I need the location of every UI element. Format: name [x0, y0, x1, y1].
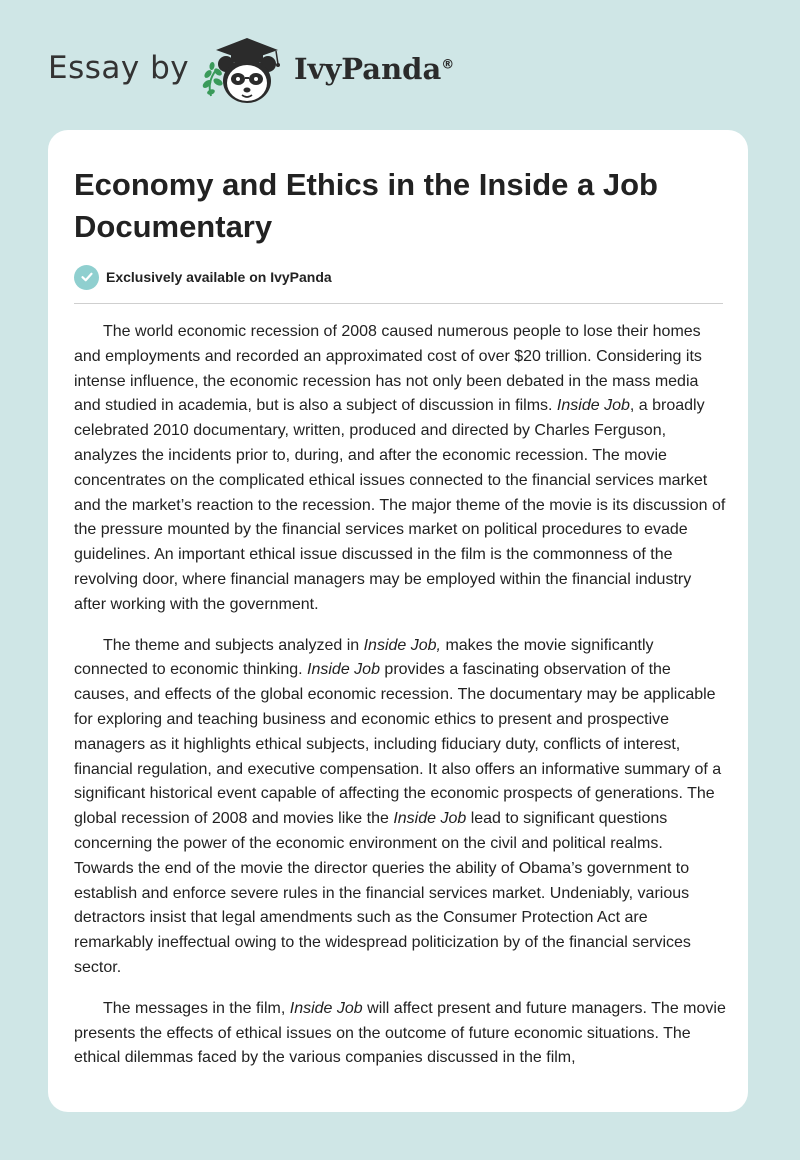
paragraph-2: [74, 634, 726, 981]
exclusive-badge: [74, 264, 332, 290]
badge-label: Exclusively available on IvyPanda: [106, 269, 332, 285]
paragraph-3: [74, 997, 726, 1071]
text-run: lead to significant questions concerning the power of the economic environment on the civil and political realms. Towards the end of the movie the director queries the ability of Obama’s government to establish and enforce severe rules in the financial services market. Undeniably, various detractors insist that legal amendments such as the Consumer Protection Act are remarkably ineffectual owing to the widespread politicization by of the financial services sector.: [74, 810, 691, 976]
site-header: [0, 0, 800, 120]
film-title-italic: Inside Job: [393, 810, 467, 828]
divider: [74, 303, 723, 304]
panda-logo-icon[interactable]: [198, 34, 294, 108]
text-run: , a broadly celebrated 2010 documentary, written, produced and directed by Charles Ferguson, analyzes the incidents prior to, during, and after the economic recession. The movie concentrates on the complicated ethical issues connected to the financial services market and the market’s reaction to the recession. The major theme of the movie is its discussion of the pressure mounted by the financial services market on political procedures to evade guidelines. An important ethical issue discussed in the film is the commonness of the revolving door, where financial managers may be employed within the financial industry after working with the government.: [74, 397, 726, 613]
paragraph-1: [74, 320, 726, 618]
check-icon: [74, 265, 99, 290]
registered-mark: ®: [441, 57, 455, 73]
text-run: The theme and subjects analyzed in: [103, 636, 364, 654]
brand-text: IvyPanda: [294, 52, 442, 86]
film-title-italic: Inside Job: [307, 661, 380, 679]
text-run: The world economic recession of 2008 caused numerous people to lose their homes and employments and recorded an approximated cost of over $20 trillion. Considering its intense influence, the economic recession has not only been debated in the mass media and studied in academia, but is also a subject of discussion in films.: [74, 323, 702, 415]
brand-name[interactable]: [294, 52, 454, 86]
text-run: The messages in the film,: [103, 999, 290, 1017]
film-title-italic: Inside Job,: [363, 636, 441, 654]
text-run: will affect present and future managers. The movie presents the effects of ethical issues on the outcome of future economic situations. The ethical dilemmas faced by the various companies discussed in the film,: [74, 999, 726, 1067]
essay-card: [48, 130, 748, 1112]
page-title: Economy and Ethics in the Inside a Job Documentary: [74, 167, 658, 244]
film-title-italic: Inside Job: [556, 397, 630, 415]
film-title-italic: Inside Job: [289, 999, 363, 1017]
text-run: provides a fascinating observation of the causes, and effects of the global economic recession. The documentary may be applicable for exploring and teaching business and economic ethics to present and prospective managers as it highlights ethical subjects, including fiduciary duty, conflicts of interest, financial regulation, and executive compensation. It also offers an informative summary of a significant historical event capable of affecting the economic prospects of generations. The global recession of 2008 and movies like the: [74, 661, 722, 828]
text-run: makes the movie significantly connected to economic thinking.: [74, 636, 654, 679]
essay-by-label: Essay by: [48, 50, 190, 86]
essay-body: [74, 320, 726, 1087]
